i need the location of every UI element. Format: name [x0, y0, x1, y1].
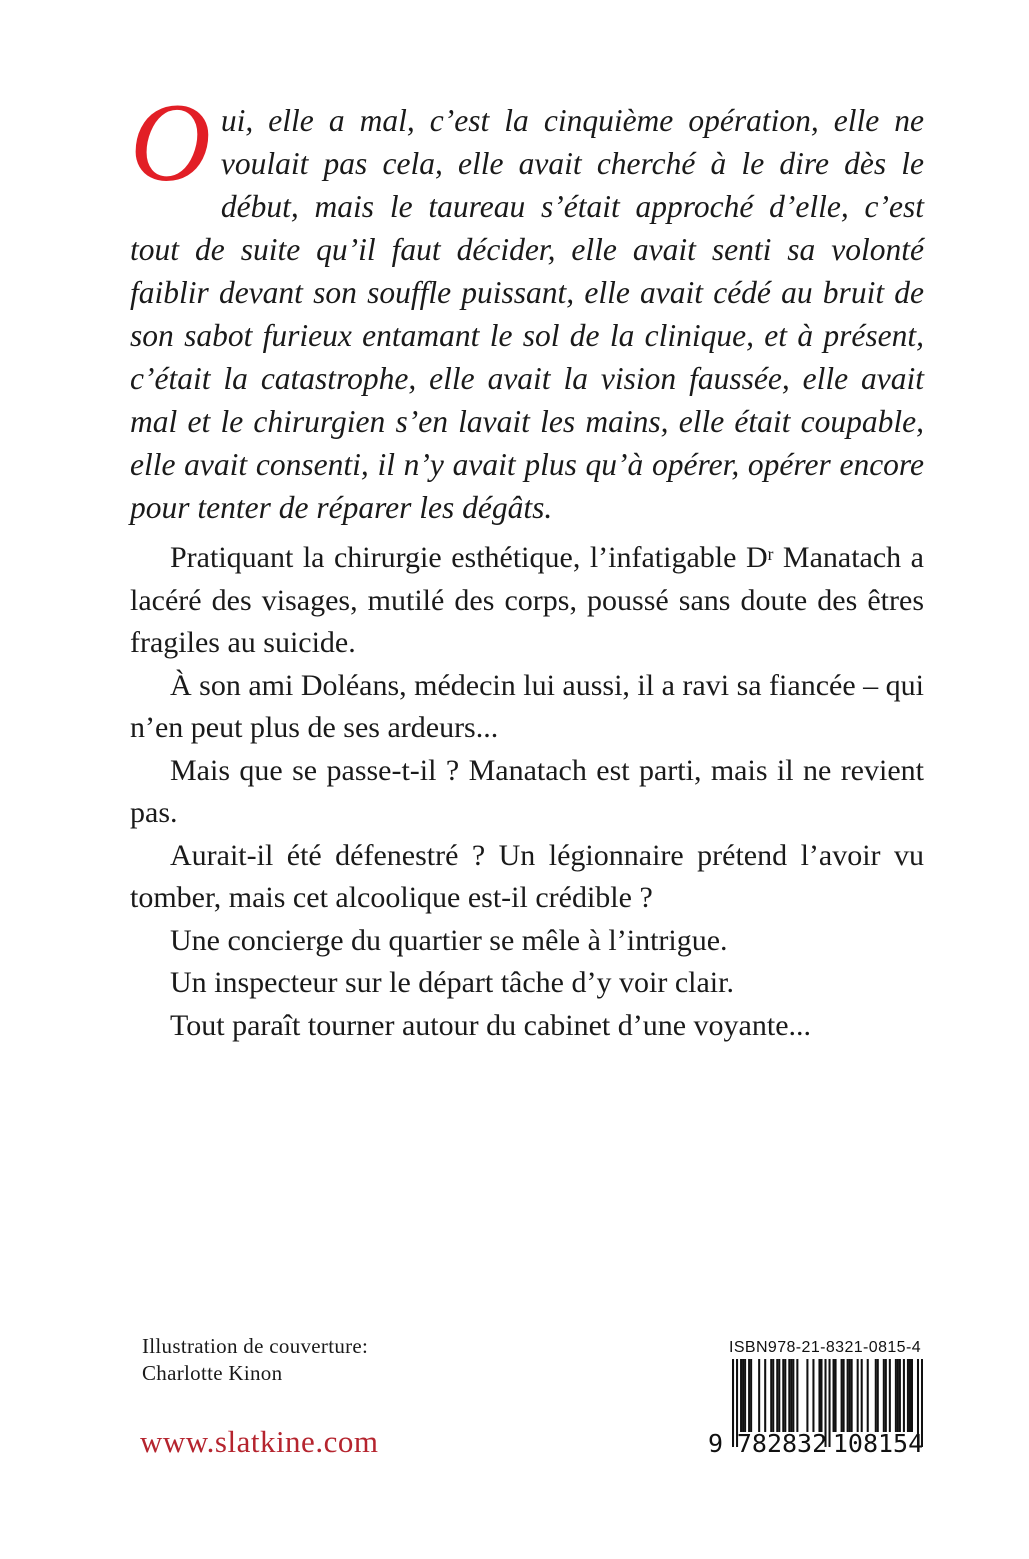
synopsis-p1-pre: Pratiquant la chirurgie esthétique, l’infatigable D: [170, 541, 768, 574]
back-cover-text-column: [130, 81, 924, 1047]
barcode-digit-lead: 9: [708, 1429, 724, 1458]
lead-paragraph: [130, 81, 924, 529]
synopsis-paragraph: Un inspecteur sur le départ tâche d’y voir clair.: [170, 966, 734, 999]
barcode-digits-right: 108154: [832, 1429, 924, 1458]
doctor-superscript: r: [767, 543, 774, 564]
credits-block: [142, 1333, 368, 1387]
lead-paragraph-text: ui, elle a mal, c’est la cinquième opération, elle ne voulait pas cela, elle avait cherché à le dire dès le début, mais le taureau s’était approché d’elle, c’est tout de suite qu’il faut décider, elle avait senti sa volonté faiblir devant son souffle puissant, elle avait cédé au bruit de son sabot furieux entamant le sol de la clinique, et à présent, c’était la catastrophe, elle avait la vision faussée, elle avait mal et le chirurgien s’en lavait les mains, elle était coupable, elle avait consenti, il n’y avait plus qu’à opérer, opérer encore pour tenter de réparer les dégâts.: [130, 103, 924, 525]
synopsis-paragraph: À son ami Doléans, médecin lui aussi, il a ravi sa fiancée – qui n’en peut plus de ses ardeurs...: [130, 668, 924, 744]
synopsis-paragraph: Mais que se passe-t-il ? Manatach est parti, mais il ne revient pas.: [130, 753, 924, 829]
barcode-digits-left: 782832: [736, 1429, 828, 1458]
illustrator-name: Charlotte Kinon: [142, 1361, 283, 1385]
drop-cap: O: [130, 81, 211, 205]
barcode-block: [708, 1338, 932, 1477]
synopsis-paragraph: Tout paraît tourner autour du cabinet d’une voyante...: [170, 1008, 812, 1042]
ean-barcode: [708, 1359, 932, 1477]
synopsis-paragraph: [130, 537, 924, 665]
illustration-credit-label: Illustration de couverture:: [142, 1334, 369, 1358]
synopsis-paragraph: Une concierge du quartier se mêle à l’intrigue.: [170, 923, 728, 957]
synopsis-p1-post: Manatach a lacéré des visages, mutilé des corps, poussé sans doute des êtres fragiles au suicide.: [130, 541, 924, 659]
synopsis-block: [130, 537, 924, 1047]
isbn-text: ISBN978-21-8321-0815-4: [728, 1339, 922, 1356]
synopsis-paragraph: Aurait-il été défenestré ? Un légionnaire prétend l’avoir vu tomber, mais cet alcoolique est-il crédible ?: [130, 838, 924, 914]
publisher-website-url: www.slatkine.com: [140, 1424, 379, 1459]
